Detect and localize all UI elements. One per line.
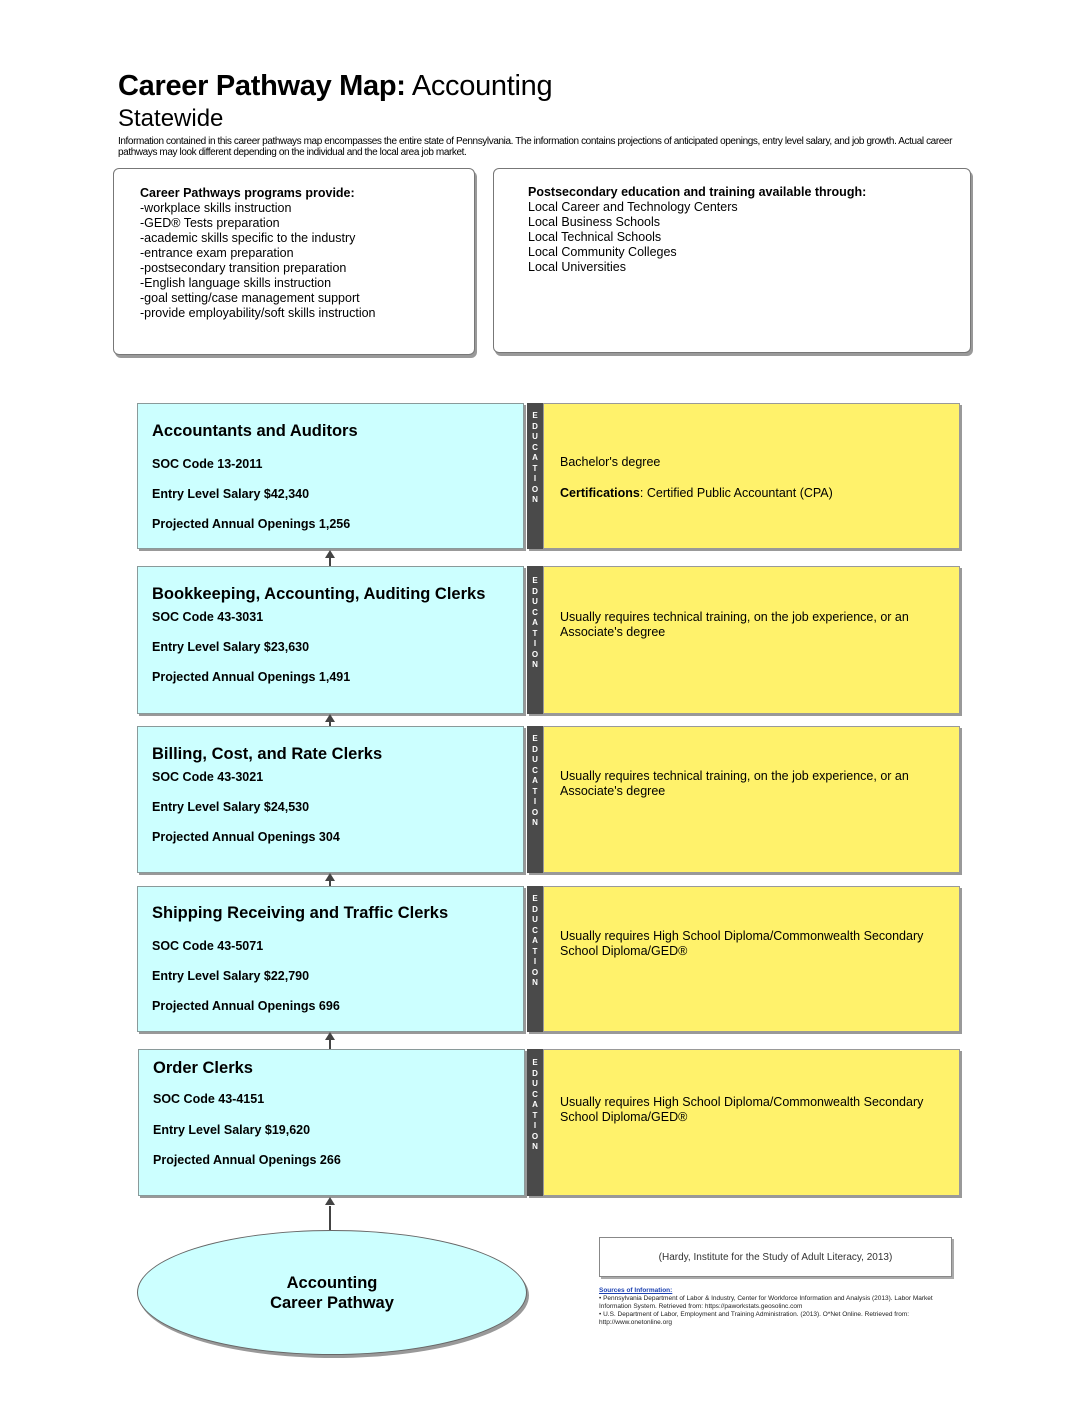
programs-item: -workplace skills instruction bbox=[140, 201, 292, 215]
education-letter: A bbox=[532, 618, 538, 627]
education-letter: C bbox=[532, 1089, 538, 1099]
programs-item: -academic skills specific to the industry bbox=[140, 231, 356, 245]
occupation-name: Bookkeeping, Accounting, Auditing Clerks bbox=[152, 585, 486, 603]
programs-item: -goal setting/case management support bbox=[140, 291, 360, 305]
soc-code: SOC Code 43-5071 bbox=[152, 939, 264, 953]
education-letter: A bbox=[532, 1100, 538, 1109]
annual-openings: Projected Annual Openings 1,491 bbox=[152, 670, 351, 684]
education-letter: O bbox=[531, 1131, 539, 1141]
soc-code: SOC Code 13-2011 bbox=[152, 457, 263, 471]
annual-openings: Projected Annual Openings 266 bbox=[153, 1153, 341, 1167]
education-providers-heading: Postsecondary education and training available through: bbox=[528, 185, 867, 199]
education-providers-box bbox=[493, 168, 971, 353]
education-letter: E bbox=[532, 576, 538, 585]
education-letter: O bbox=[531, 807, 539, 817]
education-letter: T bbox=[532, 463, 538, 473]
occupation-card-bookkeeping bbox=[137, 566, 524, 714]
education-bar bbox=[527, 566, 543, 714]
career-pathway-ellipse bbox=[137, 1230, 527, 1355]
occupation-name: Order Clerks bbox=[153, 1059, 253, 1077]
education-bar bbox=[527, 886, 543, 1032]
education-letter: D bbox=[532, 586, 538, 596]
title-regular: Accounting bbox=[411, 70, 553, 102]
source-item: • U.S. Department of Labor, Employment and Training Administration. (2013). O*Net Online. Retrieved from: http://www.onetonline.org bbox=[599, 1311, 910, 1326]
education-requirements bbox=[543, 726, 960, 873]
certification-value: : Certified Public Accountant (CPA) bbox=[639, 486, 833, 500]
education-letter: D bbox=[532, 744, 538, 754]
programs-item: -entrance exam preparation bbox=[140, 246, 294, 260]
education-bar bbox=[527, 1049, 543, 1196]
education-letter: I bbox=[533, 1121, 537, 1130]
education-letter: T bbox=[532, 628, 538, 638]
education-letter: D bbox=[532, 904, 538, 914]
programs-box bbox=[113, 168, 475, 355]
education-letter: O bbox=[531, 484, 539, 494]
education-requirements bbox=[543, 886, 960, 1032]
annual-openings: Projected Annual Openings 304 bbox=[152, 830, 340, 844]
education-provider-item: Local Community Colleges bbox=[528, 245, 677, 259]
education-requirements bbox=[543, 403, 960, 549]
source-item: • Pennsylvania Department of Labor & Industry, Center for Workforce Information and Analysis (2013). Labor Market Information System. Retrieved from: https://paworkstats.geosolinc.com bbox=[599, 1295, 933, 1310]
programs-heading: Career Pathways programs provide: bbox=[140, 186, 355, 200]
education-letter: N bbox=[532, 660, 538, 669]
sources-heading: Sources of Information: bbox=[599, 1287, 673, 1294]
sources-block bbox=[599, 1287, 949, 1327]
education-letter: A bbox=[532, 453, 538, 462]
education-bar bbox=[527, 726, 543, 873]
education-letter: N bbox=[532, 1142, 538, 1151]
arrow-up-icon bbox=[325, 1197, 335, 1205]
education-letter: I bbox=[533, 957, 537, 966]
education-letter: O bbox=[531, 649, 539, 659]
page-title bbox=[118, 70, 552, 103]
education-letter: T bbox=[532, 786, 538, 796]
education-letter: D bbox=[532, 421, 538, 431]
education-letter: N bbox=[532, 495, 538, 504]
education-letter: N bbox=[532, 818, 538, 827]
page-subtitle: Statewide bbox=[118, 105, 224, 132]
occupation-card-shipping bbox=[137, 886, 524, 1032]
arrow-up-icon bbox=[325, 714, 335, 722]
education-provider-item: Local Universities bbox=[528, 260, 626, 274]
education-requirements bbox=[543, 566, 960, 714]
occupation-name: Billing, Cost, and Rate Clerks bbox=[152, 745, 383, 763]
education-text: Usually requires High School Diploma/Commonwealth Secondary School Diploma/GED® bbox=[560, 929, 924, 958]
occupation-name: Shipping Receiving and Traffic Clerks bbox=[152, 904, 449, 922]
education-letter: I bbox=[533, 797, 537, 806]
pathway-title: Accounting bbox=[286, 1273, 378, 1292]
education-text: Usually requires technical training, on the job experience, or an Associate's degree bbox=[560, 610, 909, 639]
education-letter: E bbox=[532, 894, 538, 903]
entry-salary: Entry Level Salary $24,530 bbox=[152, 800, 310, 814]
soc-code: SOC Code 43-3021 bbox=[152, 770, 264, 784]
occupation-card-accountants bbox=[137, 403, 524, 549]
education-letter: D bbox=[532, 1068, 538, 1078]
education-letter: A bbox=[532, 936, 538, 945]
annual-openings: Projected Annual Openings 1,256 bbox=[152, 517, 351, 531]
soc-code: SOC Code 43-3031 bbox=[152, 610, 264, 624]
education-letter: U bbox=[532, 755, 538, 764]
education-provider-item: Local Technical Schools bbox=[528, 230, 662, 244]
education-letter: C bbox=[532, 925, 538, 935]
education-text: Usually requires High School Diploma/Commonwealth Secondary School Diploma/GED® bbox=[560, 1095, 924, 1124]
education-provider-item: Local Career and Technology Centers bbox=[528, 200, 738, 214]
citation-text: (Hardy, Institute for the Study of Adult Literacy, 2013) bbox=[658, 1251, 893, 1263]
entry-salary: Entry Level Salary $22,790 bbox=[152, 969, 310, 983]
occupation-card-billing bbox=[137, 726, 524, 873]
education-letter: A bbox=[532, 776, 538, 785]
soc-code: SOC Code 43-4151 bbox=[153, 1092, 265, 1106]
education-bar bbox=[527, 403, 543, 549]
entry-salary: Entry Level Salary $42,340 bbox=[152, 487, 310, 501]
education-letter: E bbox=[532, 411, 538, 420]
education-letter: C bbox=[532, 607, 538, 617]
education-letter: T bbox=[532, 1110, 538, 1120]
education-letter: O bbox=[531, 967, 539, 977]
education-requirements bbox=[543, 1049, 960, 1196]
programs-item: -provide employability/soft skills instruction bbox=[140, 306, 376, 320]
arrow-up-icon bbox=[325, 873, 335, 881]
education-letter: U bbox=[532, 915, 538, 924]
entry-salary: Entry Level Salary $19,620 bbox=[153, 1123, 311, 1137]
education-letter: I bbox=[533, 639, 537, 648]
education-letter: U bbox=[532, 597, 538, 606]
arrow-up-icon bbox=[325, 1032, 335, 1040]
education-letter: C bbox=[532, 442, 538, 452]
occupation-name: Accountants and Auditors bbox=[152, 422, 358, 440]
education-letter: C bbox=[532, 765, 538, 775]
education-letter: U bbox=[532, 1079, 538, 1088]
education-provider-item: Local Business Schools bbox=[528, 215, 661, 229]
title-bold: Career Pathway Map: bbox=[118, 70, 406, 102]
occupation-card-order-clerks bbox=[138, 1049, 525, 1196]
education-text: Usually requires technical training, on the job experience, or an Associate's degree bbox=[560, 769, 909, 798]
certification-text bbox=[560, 486, 950, 501]
pathway-arrow bbox=[329, 558, 331, 566]
education-letter: N bbox=[532, 978, 538, 987]
annual-openings: Projected Annual Openings 696 bbox=[152, 999, 340, 1013]
pathway-subtitle: Career Pathway bbox=[270, 1293, 394, 1312]
entry-salary: Entry Level Salary $23,630 bbox=[152, 640, 310, 654]
education-letter: T bbox=[532, 946, 538, 956]
pathway-arrow bbox=[329, 1206, 331, 1230]
programs-item: -GED® Tests preparation bbox=[140, 216, 280, 230]
citation-box bbox=[599, 1237, 952, 1277]
certification-label: Certifications bbox=[560, 486, 640, 500]
education-letter: I bbox=[533, 474, 537, 483]
education-letter: E bbox=[532, 1058, 538, 1067]
programs-item: -English language skills instruction bbox=[140, 276, 332, 290]
education-text: Bachelor's degree bbox=[560, 455, 661, 469]
intro-text: Information contained in this career pathways map encompasses the entire state of Pennsylvania. The information contains projections of anticipated openings, entry level salary, and job growth. Actual career pathways may look different depending on the individual and the local area job market. bbox=[118, 136, 953, 158]
pathway-arrow bbox=[329, 1040, 331, 1049]
education-letter: E bbox=[532, 734, 538, 743]
programs-item: -postsecondary transition preparation bbox=[140, 261, 347, 275]
arrow-up-icon bbox=[325, 550, 335, 558]
education-letter: U bbox=[532, 432, 538, 441]
